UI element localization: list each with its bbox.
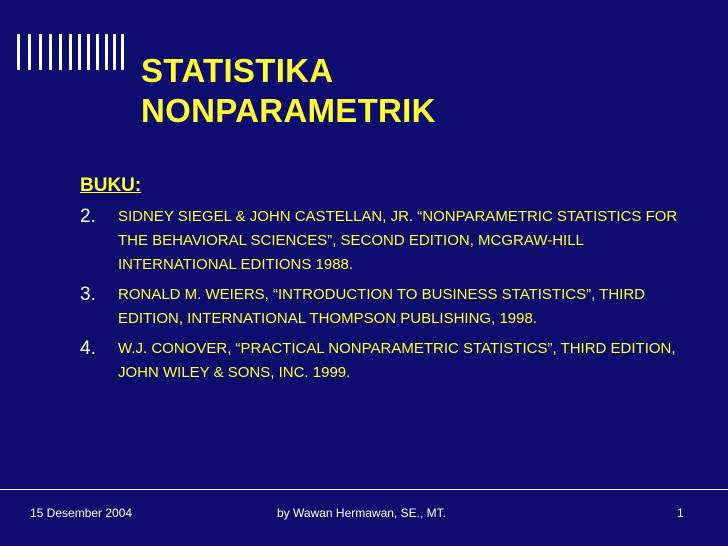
reference-item [80,283,680,331]
reference-text: W.J. CONOVER, “PRACTICAL NONPARAMETRIC STATISTICS”, THIRD EDITION, JOHN WILEY & SONS, INC. 1999. [118,340,676,381]
slide-title-line-1: STATISTIKA [141,52,334,89]
decorative-bar [96,34,99,70]
decorative-bar [59,34,62,70]
decorative-bar [87,34,90,70]
decorative-bar [49,34,52,70]
slide-title [141,51,436,131]
decorative-bar [17,34,20,70]
footer-divider [0,489,728,490]
footer-page-number: 1 [677,506,684,520]
section-heading: BUKU: [80,175,142,196]
reference-item [80,205,680,277]
reference-text: SIDNEY SIEGEL & JOHN CASTELLAN, JR. “NONPARAMETRIC STATISTICS FOR THE BEHAVIORAL SCIENCES”, SECOND EDITION, MCGRAW-HILL INTERNATIONAL EDITIONS 1988. [118,208,678,273]
footer-author: by Wawan Hermawan, SE., MT. [277,506,446,520]
reference-number: 4. [80,338,96,359]
decorative-bars [17,34,125,70]
decorative-bar [121,34,124,70]
decorative-bar [78,34,81,70]
reference-number: 3. [80,284,96,305]
reference-number: 2. [80,206,96,227]
reference-list [80,205,680,391]
decorative-bar [69,34,72,70]
reference-item [80,337,680,385]
decorative-bar [39,34,42,70]
decorative-bar [113,34,116,70]
decorative-bar [28,34,31,70]
slide-title-line-2: NONPARAMETRIK [141,92,436,129]
footer-date: 15 Desember 2004 [30,506,133,520]
decorative-bar [105,34,108,70]
reference-text: RONALD M. WEIERS, “INTRODUCTION TO BUSINESS STATISTICS”, THIRD EDITION, INTERNATIONAL THOMPSON PUBLISHING, 1998. [118,286,645,327]
